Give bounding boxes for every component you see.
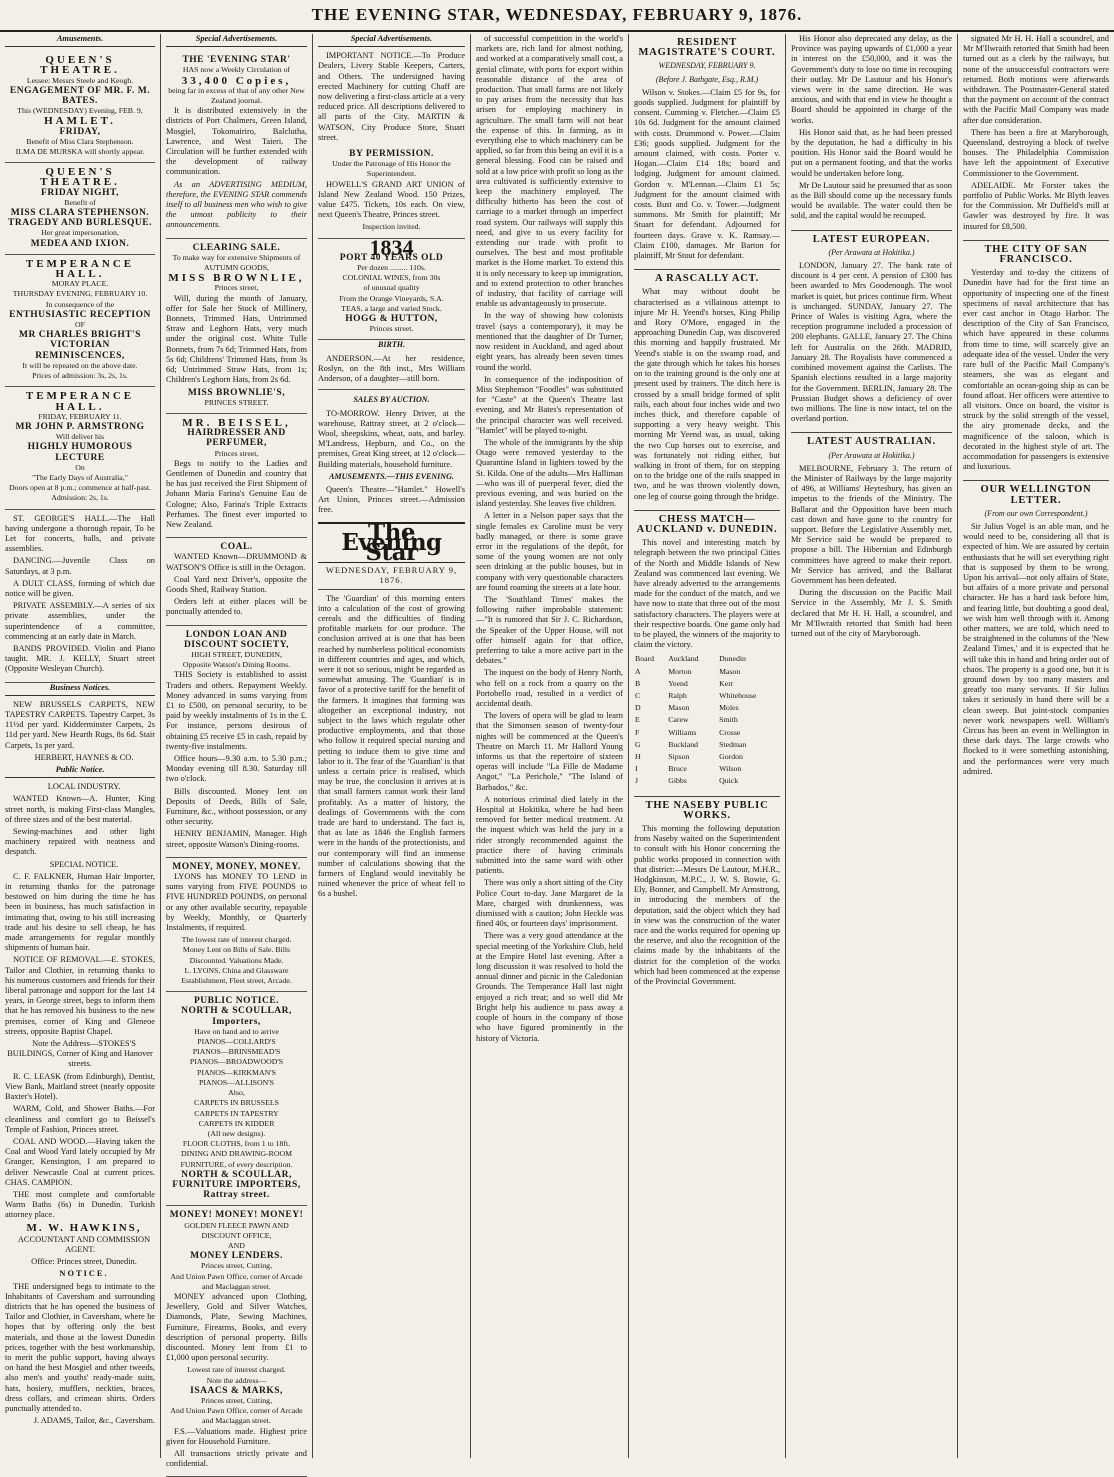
- ad-line: "The Early Days of Australia,": [32, 472, 128, 482]
- ad-paragraph: A DULT CLASS, forming of which due notice will be given.: [5, 578, 155, 598]
- ad-line: TRAGEDY AND BURLESQUE.: [8, 218, 152, 229]
- ad-line: Benefit of Miss Clara Stephenson.: [26, 136, 134, 146]
- ad-line: In consequence of the: [45, 299, 115, 309]
- chess-heading: CHESS MATCH—AUCKLAND v. DUNEDIN.: [634, 510, 780, 535]
- public-notice: SPECIAL NOTICE.: [49, 859, 119, 869]
- ad-line: CARPETS IN KIDDER: [198, 1118, 275, 1128]
- public-notice: NOTICE OF REMOVAL.—E. STOKES, Tailor and Clothier, in returning thanks to his numerous customers and friends for their liberal patronage and support for the last 14 years, in George street, begs to inform them that he has removed his business to the new premises, corner of King and Gleneoe streets, opposite Baptist Chapel.: [5, 955, 155, 1036]
- table-cell: Williams: [668, 727, 697, 737]
- ad-paragraph: Will, during the month of January, offer for Sale her Stock of Millinery, Bonnets, Trimmed Hats, Untrimmed Straw and Leghorn Hats, very much under the original cost. White Tulle Bonnets, from 7s 6d; Trimmed Hats, from 5s 6d; Childrens' Trimmed Hats, from 3s 6d; Untrimmed Straw Hats, from 1s; Children's Leghorn Hats, from 2s 6d.: [166, 293, 307, 385]
- ad-evening-star-circulation: [166, 51, 307, 238]
- ad-queens-theatre-1: [5, 51, 155, 163]
- ad-beissel: [166, 414, 307, 538]
- amusements-heading: AMUSEMENTS.—THIS EVENING.: [329, 471, 454, 481]
- news-paragraph: His Honor said that, as he had been pressed by the deputation, he had a difficulty in his position. His Honor said the Board would be put on a permanent footing, and that the works would be undertaken before long.: [791, 127, 952, 178]
- public-notice: J. ADAMS, Tailor, &c., Caversham.: [33, 1416, 155, 1426]
- ad-line: From the Orange Vineyards, S.A.: [339, 293, 444, 303]
- birth-notice: ANDERSON.—At her residence, Roslyn, on the 8th inst., Mrs William Anderson, of a daughter—still born.: [318, 353, 465, 384]
- ad-line: COLONIAL WINES, from 30s: [342, 273, 441, 283]
- ad-lyons-money: [166, 858, 307, 992]
- court-sub: (Before J. Bathgate, Esq., R.M.): [655, 74, 759, 84]
- ad-line: HAIRDRESSER AND PERFUMER,: [187, 428, 286, 449]
- australian-paragraph: MELBOURNE, February 3. The return of the Minister of Railways by the large majority of 496, at Williams' Heytesbury, has given an impetus to the friends of the Ministry. The Ballarat and the Opposition have been much cast down and have gone to the country for support. Before the Legislative Assembly met, Mr Service said he would be prepared to propose a bill. The Hibernian and Edinburgh committees have agreed to make their report. Mr Service has arrived, and the Ballarat Government has been defeated.: [791, 463, 952, 585]
- public-notice: NOTICE.: [59, 1269, 109, 1279]
- ad-line: VICTORIAN REMINISCENCES,: [35, 340, 125, 361]
- ad-line: MONEY, MONEY, MONEY.: [172, 861, 301, 872]
- public-notice: C. F. FALKNER, Human Hair Importer, in returning thanks for the patronage bestowed on him during the time he has been in business, has much satisfaction in intimating that, owing to his still increasing trade and his desire to sell cheap, he has made arrangements for regular monthly shipments of human hair.: [5, 871, 155, 953]
- table-cell: Wilson: [719, 764, 742, 774]
- san-francisco-heading: THE CITY OF SAN FRANCISCO.: [963, 240, 1109, 265]
- section-heading: Public Notice.: [5, 765, 155, 778]
- ad-paragraph: HOWELL'S GRAND ART UNION of Island New Zealand Wood. 150 Prizes, value £475. Tickets, 10s each. On view, next Queen's Theatre, Princes street.: [318, 179, 465, 220]
- ad-line: ENGAGEMENT OF MR. F. M. BATES.: [9, 85, 151, 107]
- court-date: WEDNESDAY, FEBRUARY 9.: [658, 61, 756, 71]
- table-cell: Board: [635, 654, 655, 664]
- ad-paragraph: BANDS PROVIDED. Violin and Piano taught. MR. J. KELLY, Stuart street (Opposite Wesleyan Church).: [5, 643, 155, 674]
- chess-paragraph: This novel and interesting match by telegraph between the two principal Cities of the North and Middle Islands of New Zealand was commenced last evening. We have already adverted to the arrangements made for the conduct of the match, and we have now to state that three out of the most satisfactory characters. The players were at their respective boards. One game only had to be played, the winners of the majority to claim the victory.: [634, 538, 780, 650]
- news-paragraph: A letter in a Nelson paper says that the single females ex Caroline must be very badly managed, or there is some grave error in the regulations of the depôt, for some of the young women are not only seen drinking at the public houses, but in company with very questionable characters are found roaming the streets at a late hour.: [476, 511, 623, 592]
- leader-paragraph: The 'Guardian' of this morning enters into a calculation of the cost of growing cereals and the difficulties of finding profitable markets for our produce. The conclusion arrived at is one that has been reached by numberless political economists in different countries and ages, and which, were it not so serious, might be regarded as somewhat amusing. The 'Guardian' is in favor of a protective tariff for the benefit of the farmers. It imagines that farming was altogether an exceptional industry, not subject to the laws which regulate other productive employments, and that those who follow it required special nursing and petting to induce them to give time and labor to it. The fear of the 'Guardian' is that unless a certain price is realised, which may be true, the conclusion it arrives at is that small farmers cannot work their land profitably. As a matter of history, the dealings of Governments with the corn trade are hard to understand. The fact is, that as late as 1846 the English farmers were in the hands of the protectionists, and our contemporary will find an immense number of calculations showing that the farmers of England would inevitably be ruined whenever the price of wheat fell to 6s a bushel.: [318, 593, 465, 899]
- public-notice: WARM, Cold, and Shower Baths.—For cleanliness and comfort go to Beissel's Temple of Fashion, Princes street.: [5, 1104, 155, 1134]
- table-row: [634, 653, 780, 665]
- rascally-paragraph: What may without doubt be characterised as a villainous attempt to injure Mr H. Yeend's horses, King Philip and Rory O'More, engaged in the approaching Dunedin Cup, was discovered this morning and happily frustrated. Mr Yeend's stable is on the swamp road, and the gate through which he takes his horses on to the training ground is the only one at present used by trainers. The ditch here is crossed by a small bridge formed of split rails, each about four inches wide and two inches thick, and therefore capable of supporting a very heavy weight. This morning Mr Yeend was, as usual, taking the two Cup horses out to exercise, and was fortunately not riding either, but walking in front of them, for on stepping on to the bridge one of the rails snapped in two, and he was thrown violently down, one leg of course going through the bridge.: [634, 287, 780, 501]
- table-row: [634, 751, 780, 763]
- public-notice: Note the Address—STOKES'S BUILDINGS, Corner of King and Hanover streets.: [7, 1039, 153, 1069]
- news-paragraph: In the way of showing how colonists travel (says a contemporary), it may be mentioned that the daughter of Dr Turner, now resident in Auckland, and aged about eight years, has already been seven times round the world.: [476, 311, 623, 372]
- rascally-heading: A RASCALLY ACT.: [634, 269, 780, 284]
- ad-line: HAS now a Weekly Circulation of: [182, 65, 291, 75]
- ad-line: MONEY! MONEY! MONEY!: [169, 1210, 304, 1221]
- ad-art-union: [318, 145, 465, 239]
- ad-line: of unusual quality: [363, 283, 420, 293]
- ad-hogg-hutton: [318, 234, 465, 341]
- news-paragraph: During the discussion on the Pacific Mail Service in the Assembly, Mr J. S. Smith declared that Mr H. H. Hall, a scoundrel, and Mr M'Ilwraith retorted that Smith had been turned out of the city of Maryborough.: [791, 588, 952, 638]
- ad-paragraph: F.S.—Valuations made. Highest price given for Household Furniture.: [166, 1426, 307, 1446]
- ad-line: PIANOS—KIRKMAN'S: [197, 1067, 276, 1077]
- table-cell: Sipson: [668, 752, 690, 761]
- table-row: [634, 714, 780, 726]
- naseby-paragraph: This morning the following deputation from Naseby waited on the Superintendent to consult with his Honor concerning the public works proposed in connection with that district:—Messrs De Lautour, M.H.R., Hodgkinson, M.P.C., J. W. S. Bowie, G. Ely, Bonner, and Campbell. Mr Armstrong, in introducing the members of the deputation, said the object which they had in view was the construction of the water race and the works required for opening up the reserve, and also the recognition of the claims made by the inhabitants of the district for the completion of the works which had been commenced at the expense of the Provincial Government.: [634, 824, 780, 987]
- news-paragraph: There has been a fire at Maryborough, Queensland, destroying a block of twelve houses. The Philadelphia Commission have left the appointment of Executive Commissioner to the Government.: [963, 127, 1109, 178]
- ad-paragraph: As an ADVERTISING MEDIUM, therefore, the EVENING STAR commends itself to all business men who wish to give the utmost publicity to their announcements.: [166, 179, 307, 230]
- ad-line: Prices of admission: 3s, 2s, 1s.: [32, 371, 128, 381]
- ad-line: BY PERMISSION.: [349, 149, 434, 160]
- table-cell: Moles: [719, 703, 739, 713]
- wellington-letter-sub: (From our own Correspondent.): [984, 508, 1088, 518]
- european-paragraph: LONDON, January 27. The bank rate of discount is 4 per cent. A pension of £300 has been awarded to Mrs Goodenough. The wool market is quiet, but prices continue firm. Wheat is unchanged. SUNDAY, January 27. The Prince of Wales is visiting Agra, where the reception programme included a procession of 200 elephants. GALLE, January 27. The China left for Australia on the 26th. MADRID, January 28. The Royalists have commenced a combined movement against the Carlists. The Spanish elections resulted in a large majority for the Government. BERLIN, January 28. The Prussian Budget shows a deficiency of over two millions. The line is now intact, tel on the overland portion.: [791, 261, 952, 424]
- ad-line: Princes street, Cutting,: [200, 1395, 273, 1405]
- section-heading: Business Notices.: [5, 683, 155, 696]
- table-cell: Bruce: [668, 764, 687, 774]
- ad-line: Princes street,: [214, 283, 259, 293]
- chess-board-table: [634, 653, 780, 787]
- table-row: [634, 739, 780, 751]
- ad-line: Opposite Watson's Dining Rooms.: [182, 660, 291, 670]
- birth-heading: BIRTH.: [378, 340, 405, 350]
- ad-line: On: [75, 462, 85, 472]
- ad-paragraph: WANTED Known—DRUMMOND & WATSON'S Office is still in the Octagon.: [166, 552, 307, 572]
- ad-line: Admission: 2s, 1s.: [51, 493, 109, 503]
- ad-paragraph: PRIVATE ASSEMBLY.—A series of six private assemblies, under the superintendence of a committee, commencing at an early date in March.: [5, 601, 155, 641]
- table-cell: B: [635, 678, 641, 688]
- news-paragraph: There was only a short sitting of the City Police Court to-day. Jane Margaret de la Mare, charged with drunkenness, was dismissed with a caution; John Heckle was fined 40s, or fourteen days' imprisonment.: [476, 878, 623, 929]
- ad-line: Inspection invited.: [362, 222, 421, 232]
- ad-paragraph: HENRY BENJAMIN, Manager. High street, opposite Watson's Dining-rooms.: [166, 829, 307, 849]
- ad-line: HIGHLY HUMOROUS LECTURE: [27, 442, 133, 463]
- public-notice: THE undersigned begs to intimate to the Inhabitants of Caversham and surrounding districts that he has opened the business of Tailor and Clothier, in Caversham, where he hopes that by offering only the best materials, and those at the lowest Dunedin prices, together with the best workmanship, to merit the public support, having always on hand the best Mosgiel and other tweeds, also men's and youths' ready-made suits, hats, hosiery, mufflers, neckties, braces, dress collars, and crimean shirts. Orders punctually attended to.: [5, 1281, 155, 1413]
- ad-line: AND: [228, 1240, 245, 1250]
- ad-line: MEDEA AND IXION.: [30, 238, 130, 249]
- table-row: [634, 666, 780, 678]
- ad-line: FRIDAY,: [59, 126, 101, 137]
- table-cell: Ralph: [668, 690, 687, 700]
- column-news: [470, 34, 628, 1458]
- ad-line: And Union Pawn Office, corner of Arcade and Maclaggan street.: [170, 1271, 303, 1291]
- table-cell: G: [635, 739, 641, 749]
- news-paragraph: A notorious criminal died lately in the Hospital at Hokitika, where he had been removed for better medical treatment. At the inquest which was held the jury in a rider strongly recommended against the practice there of having criminals submitted into the same ward with other patients.: [476, 794, 623, 876]
- news-paragraph: His Honor also deprecated any delay, as the Province was paying upwards of £1,000 a year in interest on the £50,000, and it was the Government's duty to lose no time in recouping their outlay. Mr De Lautour and his Honor's views were in the same direction. He was anxious, and with that end in view he thought a Board should be appointed in charge of the works.: [791, 34, 952, 125]
- table-cell: Whitehouse: [719, 690, 757, 700]
- column-court-chess: [628, 34, 785, 1458]
- ad-line: MISS CLARA STEPHENSON.: [10, 208, 150, 219]
- ad-line: Princes street, Cutting,: [200, 1261, 273, 1271]
- table-cell: D: [635, 703, 641, 713]
- ad-paragraph: Coal Yard next Driver's, opposite the Goods Shed, Railway Station.: [166, 574, 307, 594]
- ad-line: The lowest rate of interest charged.: [181, 935, 292, 945]
- ad-title: TEMPERANCE HALL.: [25, 257, 135, 281]
- ad-line: LONDON LOAN AND DISCOUNT SOCIETY,: [183, 629, 290, 650]
- court-heading: RESIDENT MAGISTRATE'S COURT.: [638, 37, 776, 59]
- paper-date: WEDNESDAY, FEBRUARY 9, 1876.: [318, 565, 465, 589]
- ad-line: FRIDAY, FEBRUARY 11.: [38, 411, 122, 421]
- table-row: [634, 775, 780, 787]
- ad-line: PORT 40 YEARS OLD: [339, 252, 444, 263]
- ad-line: Money Lent on Bills of Sale. Bills Discounted. Valuations Made.: [182, 945, 291, 965]
- ad-line: CARPETS IN TAPESTRY: [194, 1108, 279, 1118]
- public-notice: Office: Princes street, Dunedin.: [31, 1257, 137, 1267]
- ad-title: QUEEN'S THEATRE.: [40, 54, 120, 77]
- table-cell: E: [635, 715, 640, 725]
- ad-line: MORAY PLACE.: [51, 279, 109, 289]
- table-row: [634, 727, 780, 739]
- news-paragraph: signated Mr H. H. Hall a scoundrel, and Mr M'Ilwraith retorted that Smith had been turned out as a clerk by the railways, but none of the unsuccessful contractors were returned. Both motions were afterwards withdrawn. The Postmaster-General stated that the payment on account of the contract with the Pacific Mail Company was made after due consideration.: [963, 34, 1109, 125]
- news-paragraph: The inquest on the body of Henry North, who fell on a rock from a quarry on the Portobello road, resulted in a verdict of accidental death.: [476, 668, 623, 708]
- ad-line: NORTH & SCOULLAR, FURNITURE IMPORTERS, Rattray street.: [172, 1169, 301, 1201]
- table-cell: Yeend: [668, 678, 688, 688]
- ad-line: MR CHARLES BRIGHT'S: [19, 330, 141, 341]
- table-row: [634, 702, 780, 714]
- ad-line: FRIDAY NIGHT,: [41, 187, 119, 198]
- table-cell: I: [635, 764, 638, 774]
- ad-line: Also,: [228, 1088, 245, 1098]
- news-paragraph: ADELAIDE. Mr Forster takes the portfolio of Public Works. Mr Blyth leaves for the Commission. Mr Duffield's mill at Gawler was destroyed by fire. It was insured for £8,500.: [963, 180, 1109, 231]
- ad-line: And Union Pawn Office, corner of Arcade and Maclaggan street.: [170, 1406, 303, 1426]
- ad-line: FLOOR CLOTHS, from 1 to 18ft.: [182, 1139, 291, 1149]
- australian-heading: LATEST AUSTRALIAN.: [791, 432, 952, 447]
- table-cell: Smith: [719, 715, 738, 725]
- sales-notice: TO-MORROW. Henry Driver, at the warehouse, Rattray street, at 2 o'clock—Wool, sheepskins, wheat, oats, and barley. M'Landress, Hepburn, and Co., on the premises, Great King street, at 12 o'clock—Building materials, household furniture.: [318, 408, 465, 469]
- ad-line: MISS BROWNLIE'S,: [187, 387, 286, 398]
- table-cell: Morton: [668, 666, 692, 676]
- table-row: [634, 678, 780, 690]
- ad-line: This (WEDNESDAY) Evening, FEB. 9,: [17, 106, 143, 116]
- ad-paragraph: Office hours—9.30 a.m. to 5.30 p.m.; Monday evening till 8.30. Saturday till two o'clock.: [166, 754, 307, 784]
- ad-line: To make way for extensive Shipments of AUTUMN GOODS,: [172, 252, 301, 273]
- ad-london-loan: [166, 626, 307, 858]
- section-heading: Special Advertisements.: [318, 34, 465, 47]
- news-paragraph: The whole of the immigrants by the ship Otago were removed yesterday to the Quarantine Island in lighters towed by the St. Kilda. One of the adults—Mrs Halliman—who was ill of puerperal fever, died the previous evening, and was buried on the island yesterday. She leaves five children.: [476, 437, 623, 509]
- ad-paragraph: ST. GEORGE'S HALL.—The Hall having undergone a thorough repair, To be Let for concerts, balls, and private assemblies.: [5, 513, 155, 554]
- column-special-ads: [160, 34, 312, 1469]
- table-cell: Crosse: [719, 727, 741, 737]
- ad-golden-fleece: [166, 1206, 307, 1477]
- news-paragraph: There was a very good attendance at the special meeting of the Yorkshire Club, held at the Empire Hotel last evening. After a long discussion it was resolved to hold the annual dinner and picnic in the Caledonian Grounds. The Temperance Hall last night enjoyed a rich treat; and so well did Mr Bright help his audience to pass away a couple of hours in the company of those who have figured prominently in the history of Victoria.: [476, 931, 623, 1043]
- ad-line: TEAS, a large and varied Stock.: [341, 303, 442, 313]
- table-cell: Auckland: [668, 654, 699, 664]
- ad-line: MONEY LENDERS.: [190, 1251, 283, 1262]
- ad-line: PRINCES STREET.: [204, 397, 269, 407]
- ad-paragraph: DANCING.—Juvenile Class on Saturdays, at 3 p.m.: [5, 556, 155, 576]
- table-cell: Buckland: [668, 739, 699, 749]
- ad-line: COAL.: [220, 542, 253, 553]
- ad-line: L. LYONS, China and Glassware Establishment, Fleet street, Arcade.: [181, 965, 292, 986]
- ad-line: CLEARING SALE.: [192, 242, 281, 253]
- ad-paragraph: It is distributed extensively in the districts of Port Chalmers, Green Island, Mosgiel, Tokomairiro, Balclutha, Lawrence, and West Taieri. The Circulation will be further extended with the development of railway communication.: [166, 106, 307, 177]
- court-paragraph: Wilson v. Stokes.—Claim £5 for 9s, for goods supplied. Judgment for plaintiff by consent. Cumming v. Fletcher.—Claim £5 10s 6d. Judgment for the amount claimed with costs. Drummond v. Power.—Claim £36; goods supplied. Judgment for the amount claimed, with costs. Porter v. Hogan.—Claim £14 18s; board and lodging. Judgment for amount claimed. Gordon v. M'Lennan.—Claim £1 5s; Judgment for the amount claimed with costs. Bust and Co. v. Tower.—Judgment summons. Mr Smith for plaintiff; Mr Stuart for defendant. Adjourned for fourteen days. Grave v. K. Ramsay.—Claim £100, damages. Mr Barton for plaintiff, Mr Stout for defendant.: [634, 87, 780, 261]
- ad-line: PIANOS—COLLARD'S: [197, 1037, 276, 1047]
- ad-paragraph: Bills discounted. Money lent on Deposits of Deeds, Bills of Sale, Furniture, &c., without possession, or any other security.: [166, 786, 307, 827]
- ad-line: PIANOS—BRINSMEAD'S: [192, 1047, 281, 1057]
- ad-line: HIGH STREET, DUNEDIN,: [191, 649, 282, 659]
- ad-line: PIANOS—BROADWOOD'S: [189, 1057, 284, 1067]
- ad-line: OF: [75, 320, 85, 330]
- amusements-notice: Queen's Theatre—"Hamlet." Howell's Art Union, Princes street.—Admission free.: [318, 484, 465, 515]
- column-editorial: [312, 34, 470, 1458]
- ad-queens-theatre-2: [5, 163, 155, 255]
- public-notice: LOCAL INDUSTRY.: [47, 782, 121, 792]
- news-paragraph: of successful competition in the world's markets are, rich land for almost nothing, and worked at a comparatively small cost, a genial climate, with ports for export within reasonable distance of the area of production. That small farms are not likely to pay arises from the necessity that has arisen for employing machinery in agriculture. The small farm will not bear the expense of this. In farming, as in everything else to which machinery can be applied, so far from this being an evil it is a general blessing. Food can be raised and sold at a low price with profit so long as the area cultivated is sufficiently extensive to keep the machinery employed. The difficulty hitherto has been the cost of carriage to a market through an imperfect road system. Our railways will supply this need, and give to us every facility for extending our trade with profit to ourselves. The best and most profitable market is the Home market. To extend this it is only necessary to keep up immigration, and to extend protection to other branches of industry, that facility of carriage will enable us advantageously to prosecute.: [476, 34, 624, 309]
- news-paragraph: In consequence of the indisposition of Miss Stephenson "Foodles" was substituted for "Caste" at the Queen's Theatre last evening, and Mr Bates's representation of the principal character was well received. "Hamlet" will be played to-night.: [476, 374, 623, 435]
- ad-line: MISS BROWNLIE,: [168, 272, 305, 285]
- public-notice: THE most complete and comfortable Warm Baths (6s) in Dunedin. Turkish attorney place.: [5, 1189, 155, 1220]
- ad-line: Lessee: Messrs Steele and Keogh.: [26, 75, 134, 85]
- ad-line: HAMLET.: [44, 115, 116, 128]
- table-cell: Gibbs: [668, 776, 687, 786]
- ad-temperance-hall-2: [5, 387, 155, 509]
- wellington-letter-heading: OUR WELLINGTON LETTER.: [963, 480, 1109, 505]
- ad-paragraph: LYONS has MONEY TO LEND in sums varying from FIVE POUNDS to FIVE HUNDRED POUNDS, on personal or any other available security, repayable by Weekly, Monthly, or Quarterly Instalments, if required.: [166, 872, 307, 933]
- public-notice: ACCOUNTANT AND COMMISSION AGENT.: [17, 1234, 151, 1254]
- ad-north-scoullar: [166, 992, 307, 1206]
- table-cell: Gordon: [719, 752, 743, 761]
- public-notice: M. W. HAWKINS,: [26, 1221, 142, 1234]
- business-notice: HERBERT, HAYNES & CO.: [34, 752, 134, 762]
- san-francisco-paragraph: Yesterday and to-day the citizens of Dunedin have had for the first time an opportunity of inspecting one of the finest specimens of naval architecture that has ever cast anchor in Otago Harbor. The description of the City of San Francisco, which have appeared in these columns from time to time, will scarcely give an adequate idea of the vessel. Under the very rare hull of the Pacific Mail Company's steamers, she was as elegant and comfortable an ocean-going ship as can be found afloat. Her officers were attentive to all visitors. Once on board, the visitor is struck by the solid strength of the vessel, the airy promenade decks, and the magnificence of the saloon, which is decorated in the highest style of art. The accommodation for passengers is extensive and luxurious.: [963, 268, 1109, 472]
- column-amusements: [0, 34, 160, 1458]
- ad-line: Lowest rate of interest charged.: [187, 1365, 286, 1375]
- table-cell: H: [635, 752, 641, 761]
- ad-line: HOGG & HUTTON,: [345, 314, 438, 325]
- ad-coal: [166, 538, 307, 625]
- news-paragraph: The 'Southland Times' makes the following rather improbable statement:—"It is rumored that Sir J. C. Richardson, the Speaker of the Upper House, will not offer himself again for that office, preferring to take a more active part in the debates.": [476, 594, 623, 666]
- ad-misc-notices: [5, 510, 155, 683]
- european-sub: (Per Arawata at Hokitika.): [828, 247, 915, 257]
- ad-title: QUEEN'S THEATRE.: [40, 166, 120, 189]
- ad-line: Doors open at 8 p.m.; commence at half-past.: [8, 483, 152, 493]
- public-notice: COAL AND WOOD.—Having taken the Coal and Wood Yard lately occupied by Mr Granger, Kensington, I am prepared to deliver Newcastle Coal at current prices. CHAS. CAMPION.: [5, 1136, 155, 1187]
- ad-line: Under the Patronage of His Honor the Superintendent.: [332, 159, 451, 179]
- divider: [318, 389, 465, 390]
- table-row: [634, 690, 780, 702]
- ad-line: MR. BEISSEL,: [182, 416, 291, 429]
- masthead: THE EVENING STAR, WEDNESDAY, FEBRUARY 9, 1876.: [0, 0, 1114, 32]
- ad-paragraph: THIS Society is established to assist Traders and others. Repayment Weekly. Money advanced in sums varying from £1 to £500, on personal security, to be paid by weekly instalments of 1s in the £. For instance, persons desirous of obtaining £5 receive £5 in cash, repaid by twenty-five instalments.: [166, 670, 307, 751]
- table-cell: C: [635, 690, 641, 700]
- ad-line: PUBLIC NOTICE.: [193, 996, 280, 1007]
- ad-line: It will be repeated on the above date.: [22, 360, 138, 370]
- public-notice: Sewing-machines and other light machinery repaired with neatness and despatch.: [5, 827, 155, 857]
- european-heading: LATEST EUROPEAN.: [791, 230, 952, 245]
- table-cell: J: [635, 776, 639, 786]
- ad-line: CARPETS IN BRUSSELS: [194, 1098, 279, 1108]
- ad-title: THE 'EVENING STAR': [182, 55, 291, 66]
- notice-paragraph: IMPORTANT NOTICE.—To Produce Dealers, Livery Stable Keepers, Carters, and Others. The undersigned having erected Machinery for cutting Chaff are now delivering a first-class article at a very reduced price. All descriptions delivered to all parts of the City. MARTIN & WATSON, City Produce Store, Stuart street.: [318, 51, 465, 142]
- table-cell: Carew: [668, 715, 689, 725]
- ad-line: ILMA DE MURSKA will shortly appear.: [15, 147, 145, 157]
- section-heading: Special Advertisements.: [166, 34, 307, 47]
- ad-line: MR JOHN P. ARMSTRONG: [15, 421, 145, 432]
- ad-line: 33,400 Copies,: [181, 74, 292, 87]
- ad-line: (All new designs).: [207, 1128, 266, 1138]
- ad-line: Have on hand and to arrive: [194, 1026, 279, 1036]
- table-row: [634, 763, 780, 775]
- ad-line: Princes street.: [369, 324, 414, 334]
- table-cell: Quick: [719, 776, 739, 786]
- ad-line: Princes street,: [214, 448, 259, 458]
- public-notice: WANTED Known—A. Hunter, King street north, is making First-class Mangles, of three sizes and of the best material.: [5, 794, 155, 824]
- column-telegrams: [785, 34, 957, 1458]
- ad-line: THURSDAY EVENING, FEBRUARY 10.: [12, 289, 148, 299]
- sales-heading: SALES BY AUCTION.: [353, 395, 430, 405]
- business-notice: NEW BRUSSELS CARPETS, NEW TAPESTRY CARPETS. Tapestry Carpet, 3s 11½d per yard. Kidderminster Carpets, 2s 11d per yard. New Hearth Rugs, 8s 6d. Stair Carpets, 1s per yard.: [5, 699, 155, 750]
- table-cell: Kerr: [719, 678, 734, 688]
- news-paragraph: Mr De Lautour said he presumed that as soon as the Bill should come up the necessary funds would be available. The water could then be sold, and the capital would be recouped.: [791, 180, 952, 221]
- ad-temperance-hall-1: [5, 255, 155, 387]
- ad-line: Will deliver his: [55, 432, 105, 442]
- ad-paragraph: Begs to notify to the Ladies and Gentlemen of Dunedin and country that he has just received the First Shipment of Johann Maria Farina's Genuine Eau de Cologne; Also, Farina's Triple Extracts Perfumes. The finest ever imported to New Zealand.: [166, 458, 307, 529]
- naseby-heading: THE NASEBY PUBLIC WORKS.: [634, 796, 780, 821]
- wellington-letter-paragraph: Sir Julius Vogel is an able man, and he would need to be, considering all that is expected of him. We are assured by certain enthusiasts that he will set everything right that is supposed by them to be wrong. Upon his arrival—not only affairs of State, but affairs of a more private and personal character. He has a hard task before him, and fearing little, but doubting a good deal, we wish him well through with it. Among other matters, we are told, which need to be straightened in the columns of the 'New Zealand Times,' and it is expected that he will take this in hand and bring order out of chaos. The property is a good one, but it is ground down by too many masters and greatly too many servants. If Sir Julius takes it seriously in hand there will be a clean sweep. But joint-stock companies never work newspapers well. William's Circus has been an event in Wellington in these dark days. The large crowds who flocked to it were something astonishing, and the performances were very much admired.: [963, 521, 1109, 776]
- ad-paragraph: Orders left at either places will be punctually attended to.: [166, 597, 307, 617]
- ad-line: GOLDEN FLEECE PAWN AND DISCOUNT OFFICE,: [184, 1220, 289, 1240]
- ad-line: Note the address—: [206, 1375, 267, 1385]
- australian-sub: (Per Arawata at Hokitika.): [828, 450, 915, 460]
- table-cell: Stedman: [719, 739, 747, 749]
- table-cell: F: [635, 727, 640, 737]
- news-paragraph: The lovers of opera will be glad to learn that the Simonsen season of twenty-four nights will be commenced at the Queen's Theatre on March 11. Mr Hallord Young informs us that the repertoire of sixteen operas will include "La Fille de Madame Angot," "La Perichole," "The Island of Barbados," &c.: [476, 711, 623, 792]
- ad-paragraph: All transactions strictly private and confidential.: [166, 1449, 307, 1469]
- ad-line: Her great impersonation,: [41, 228, 119, 238]
- ad-clearing-sale: [166, 239, 307, 414]
- table-cell: Dunedin: [719, 654, 746, 664]
- ad-line: DINING AND DRAWING-ROOM FURNITURE, of every description.: [180, 1149, 293, 1169]
- column-letters: [957, 34, 1114, 1458]
- ad-line: Per dozen ......... 110s.: [357, 263, 426, 273]
- table-cell: Mason: [668, 703, 690, 713]
- ad-line: being far in excess of that of any other New Zealand journal.: [168, 85, 305, 106]
- ad-line: 1834: [369, 234, 414, 260]
- table-cell: Mason: [719, 666, 741, 676]
- ad-line: NORTH & SCOULLAR, Importers,: [181, 1006, 292, 1027]
- ad-paragraph: MONEY advanced upon Clothing, Jewellery, Gold and Silver Watches, Diamonds, Plate, Sewing Machines, Furniture, Firearms, Books, and every description of personal property. Bills discounted. Money lent from £1 to £1,000 upon personal security.: [166, 1291, 307, 1363]
- paper-title: The Evening Star: [318, 522, 465, 564]
- ad-line: ISAACS & MARKS,: [190, 1385, 283, 1396]
- ad-line: Benefit of: [64, 197, 96, 207]
- ad-line: PIANOS—ALLISON'S: [198, 1077, 275, 1087]
- table-cell: A: [635, 666, 641, 676]
- ad-line: ENTHUSIASTIC RECEPTION: [9, 309, 151, 320]
- ad-title: TEMPERANCE HALL.: [25, 390, 135, 413]
- section-heading: Amusements.: [5, 34, 155, 47]
- public-notice: R. C. LEASK (from Edinburgh), Dentist, View Bank, Maitland street (nearly opposite Baxter's Hotel).: [5, 1071, 155, 1102]
